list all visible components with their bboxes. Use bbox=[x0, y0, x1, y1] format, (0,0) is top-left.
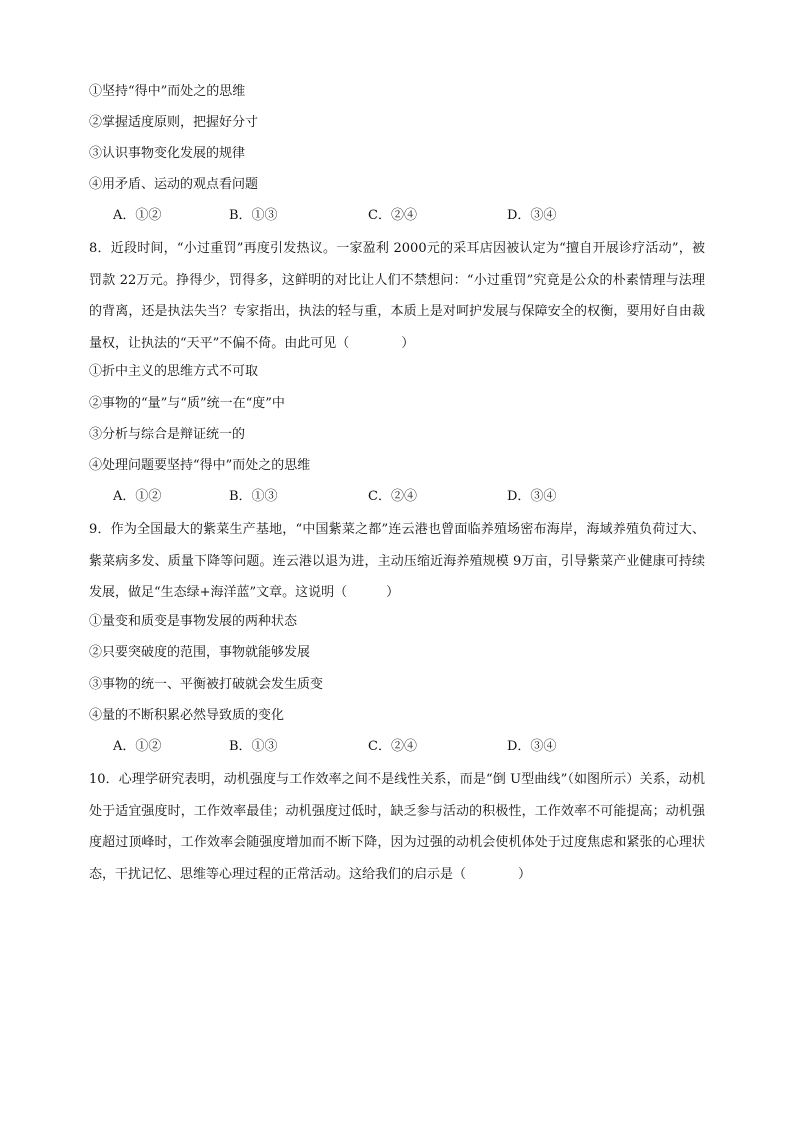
q7-option-b: B．①③ bbox=[229, 208, 278, 223]
q8-item-1: ①折中主义的思维方式不可取 bbox=[89, 364, 259, 379]
q8-option-c: C．②④ bbox=[368, 489, 417, 504]
q8-item-4: ④处理问题要坚持“得中”而处之的思维 bbox=[89, 458, 311, 473]
q9-option-b: B．①③ bbox=[229, 739, 278, 754]
q9-option-a: A．①② bbox=[113, 739, 162, 754]
q7-item-4: ④用矛盾、运动的观点看问题 bbox=[89, 177, 259, 192]
q7-item-1: ①坚持“得中”而处之的思维 bbox=[89, 84, 246, 99]
q9-item-1: ①量变和质变是事物发展的两种状态 bbox=[89, 614, 298, 629]
q9-item-4: ④量的不断积累必然导致质的变化 bbox=[89, 708, 285, 723]
q10-stem: 10．心理学研究表明，动机强度与工作效率之间不是线性关系，而是“倒 U型曲线”（如图所示）关系，动机处于适宜强度时，工作效率最佳；动机强度过低时，缺乏参与活动的积极性，工作效率不可能提高；动机强度超过顶峰时，工作效率会随强度增加而不断下降，因为过强的动机会使机体处于过度焦虑和紧张的心理状态，干扰记忆、思维等心理过程的正常活动。这给我们的启示是（ ） bbox=[89, 772, 705, 882]
q9-item-3: ③事物的统一、平衡被打破就会发生质变 bbox=[89, 677, 324, 692]
q7-option-a: A．①② bbox=[113, 208, 162, 223]
q8-stem: 8．近段时间，“小过重罚”再度引发热议。一家盈利 2000元的采耳店因被认定为“擅自开展诊疗活动”，被罚款 22万元。挣得少，罚得多，这鲜明的对比让人们不禁想问：“小过重罚”究竟是公众的朴素情理与法理的背离，还是执法失当？专家指出，执法的轻与重，本质上是对呵护发展与保障安全的权衡，要用好自由裁量权，让执法的“天平”不偏不倚。由此可见（ ） bbox=[89, 241, 705, 351]
q9-option-d: D．③④ bbox=[507, 739, 557, 754]
q8-option-a: A．①② bbox=[113, 489, 162, 504]
q8-option-d: D．③④ bbox=[507, 489, 557, 504]
q7-item-3: ③认识事物变化发展的规律 bbox=[89, 146, 246, 161]
q7-item-2: ②掌握适度原则，把握好分寸 bbox=[89, 115, 259, 130]
q7-option-d: D．③④ bbox=[507, 208, 557, 223]
q8-item-2: ②事物的“量”与“质”统一在“度”中 bbox=[89, 396, 285, 411]
q9-stem: 9．作为全国最大的紫菜生产基地，“中国紫菜之都”连云港也曾面临养殖场密布海岸，海域养殖负荷过大、紫菜病多发、质量下降等问题。连云港以退为进，主动压缩近海养殖规模 9万亩，引导紫菜产业健康可持续发展，做足“生态绿+海洋蓝”文章。这说明（ ） bbox=[89, 522, 705, 600]
q9-option-c: C．②④ bbox=[368, 739, 417, 754]
q7-option-c: C．②④ bbox=[368, 208, 417, 223]
q8-option-b: B．①③ bbox=[229, 489, 278, 504]
q8-item-3: ③分析与综合是辩证统一的 bbox=[89, 427, 246, 442]
q9-item-2: ②只要突破度的范围，事物就能够发展 bbox=[89, 645, 311, 660]
